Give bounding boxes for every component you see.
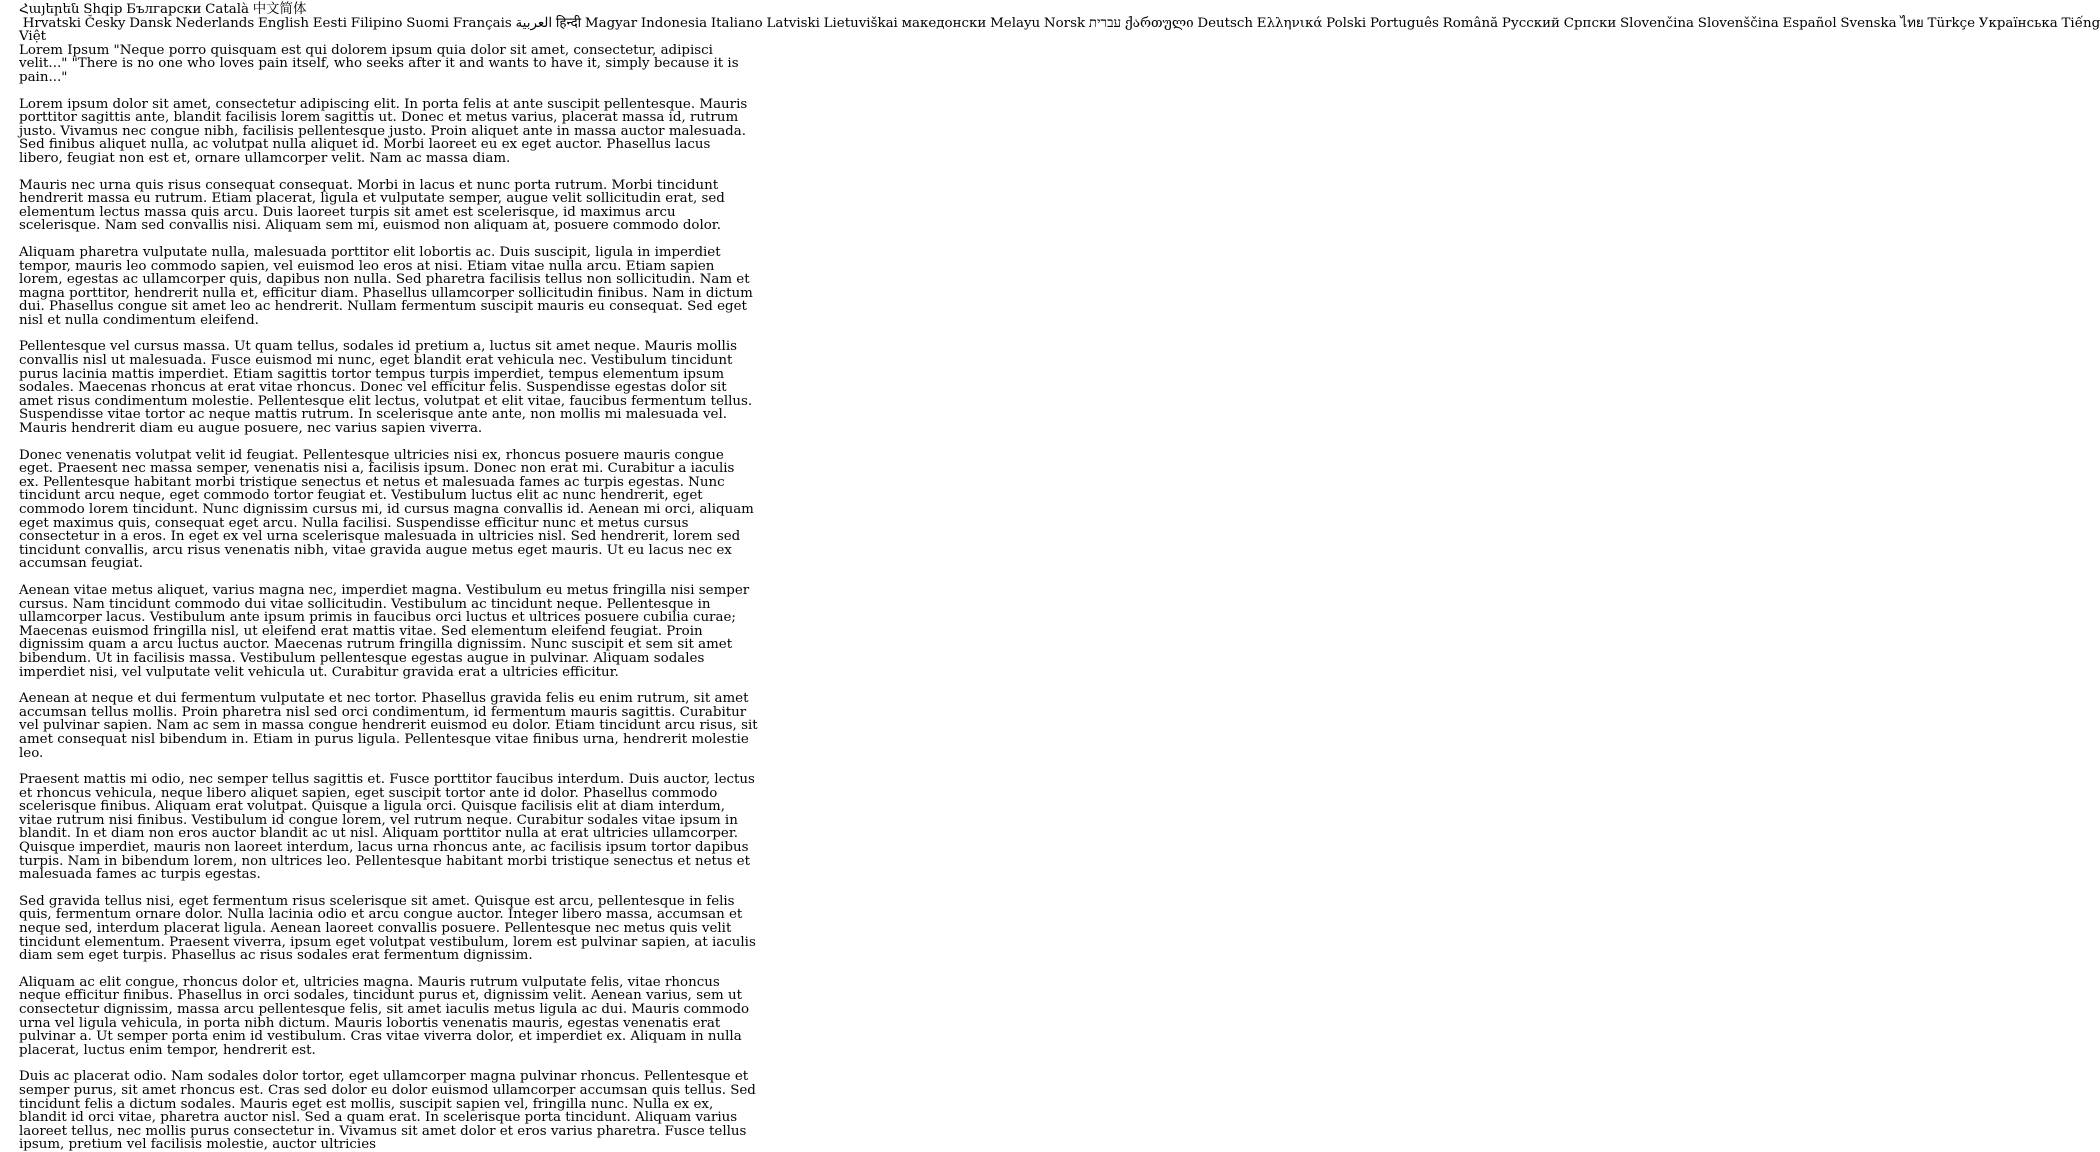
language-link[interactable]: Català	[205, 2, 250, 17]
language-link[interactable]: Italiano	[710, 15, 763, 31]
language-link[interactable]: ქართული	[1124, 15, 1194, 31]
language-link[interactable]: Eesti	[312, 15, 348, 31]
language-link[interactable]: Русский	[1501, 15, 1560, 31]
body-paragraph: Mauris nec urna quis risus consequat consequat. Morbi in lacus et nunc porta rutrum. Morbi tincidunt hendrerit massa eu rutrum. Etiam placerat, ligula et vulputate semper, augue velit sollicitudin erat, sed elementum lectus massa quis arcu. Duis laoreet turpis sit amet est scelerisque, id maximus arcu scelerisque. Nam sed convallis nisi. Aliquam sem mi, euismod non aliquam at, posuere commodo dolor.	[19, 177, 725, 234]
language-link[interactable]: Deutsch	[1197, 15, 1254, 31]
language-link[interactable]: Česky	[84, 15, 126, 31]
language-link[interactable]: English	[257, 15, 310, 31]
language-link[interactable]: ไทย	[1900, 15, 1924, 31]
language-link[interactable]: Tiếng Việt	[19, 15, 2100, 45]
lorem-ipsum-body	[19, 98, 758, 1152]
language-link[interactable]: Melayu	[990, 15, 1041, 31]
language-link[interactable]: Shqip	[83, 2, 123, 17]
language-link[interactable]: Slovenščina	[1697, 15, 1779, 31]
body-paragraph: Praesent mattis mi odio, nec semper tellus sagittis et. Fusce porttitor faucibus interdum. Duis auctor, lectus et rhoncus vehicula, neque libero aliquet sapien, eget suscipit tortor ante id dolor. Phasellus commodo scelerisque finibus. Aliquam erat volutpat. Quisque a ligula orci. Quisque facilisis elit at diam interdum, vitae rutrum nisi finibus. Vestibulum id congue lorem, vel rutrum neque. Curabitur sodales vitae ipsum in blandit. In et diam non eros auctor blandit ac ut nisl. Aliquam porttitor nulla at erat ultricies ullamcorper. Quisque imperdiet, mauris non laoreet interdum, lacus urna rhoncus ante, ac facilisis ipsum tortor dapibus turpis. Nam in bibendum lorem, non ultrices leo. Pellentesque habitant morbi tristique senectus et netus et malesuada fames ac turpis egestas.	[19, 772, 755, 883]
language-link[interactable]: Français	[452, 15, 512, 31]
language-link[interactable]: македонски	[901, 15, 987, 31]
language-link[interactable]: Magyar	[584, 15, 638, 31]
intro-text: Lorem Ipsum "Neque porro quisquam est qui dolorem ipsum quia dolor sit amet, consectetur, adipisci velit..." "There is no one who loves pain itself, who seeks after it and wants to have it, simply because it is pain..."	[19, 42, 739, 85]
language-link[interactable]: Norsk	[1043, 15, 1086, 31]
language-link[interactable]: Indonesia	[640, 15, 708, 31]
language-link[interactable]: Filipino	[350, 15, 403, 31]
body-paragraph: Aenean vitae metus aliquet, varius magna nec, imperdiet magna. Vestibulum eu metus fringilla nisi semper cursus. Nam tincidunt commodo dui vitae sollicitudin. Vestibulum ac tincidunt neque. Pellentesque in ullamcorper lacus. Vestibulum ante ipsum primis in faucibus orci luctus et ultrices posuere cubilia curae; Maecenas euismod fringilla nisl, ut eleifend erat mattis vitae. Sed elementum eleifend feugiat. Proin dignissim quam a arcu luctus auctor. Maecenas rutrum fringilla dignissim. Nunc suscipit et sem sit amet bibendum. Ut in facilisis massa. Vestibulum pellentesque egestas augue in pulvinar. Aliquam sodales imperdiet nisi, vel vulputate velit vehicula ut. Curabitur gravida erat a ultricies efficitur.	[19, 582, 750, 680]
body-paragraph: Donec venenatis volutpat velit id feugiat. Pellentesque ultricies nisi ex, rhoncus posuere mauris congue eget. Praesent nec massa semper, venenatis nisi a, facilisis ipsum. Donec non erat mi. Curabitur a iaculis ex. Pellentesque habitant morbi tristique senectus et netus et malesuada fames ac turpis egestas. Nunc tincidunt arcu neque, eget commodo tortor feugiat et. Vestibulum luctus elit ac nunc hendrerit, eget commodo lorem tincidunt. Nunc dignissim cursus mi, id cursus magna convallis id. Aenean mi orci, aliquam eget maximus quis, consequat eget arcu. Nulla facilisi. Suspendisse efficitur nunc et metus cursus consectetur in a eros. In eget ex vel urna scelerisque malesuada in ultricies nisl. Sed hendrerit, lorem sed tincidunt convallis, arcu risus venenatis nibh, vitae gravida augue metus eget mauris. Ut eu lacus nec ex accumsan feugiat.	[19, 447, 754, 572]
language-link[interactable]: Hrvatski	[22, 15, 82, 31]
language-link[interactable]: Suomi	[406, 15, 450, 31]
body-paragraph: Aenean at neque et dui fermentum vulputate et nec tortor. Phasellus gravida felis eu enim rutrum, sit amet accumsan tellus mollis. Proin pharetra nisl sed orci condimentum, id fermentum mauris sagittis. Curabitur vel pulvinar sapien. Nam ac sem in massa congue hendrerit euismod eu dolor. Etiam tincidunt arcu risus, sit amet consequat nisl bibendum in. Etiam in purus ligula. Pellentesque vitae finibus urna, hendrerit molestie leo.	[19, 691, 758, 761]
language-link[interactable]: हिन्दी	[555, 15, 582, 31]
body-paragraph: Sed gravida tellus nisi, eget fermentum risus scelerisque sit amet. Quisque est arcu, pellentesque in felis quis, fermentum ornare dolor. Nulla lacinia odio et arcu congue auctor. Integer libero massa, accumsan et neque sed, interdum placerat ligula. Aenean laoreet convallis posuere. Pellentesque nec metus quis velit tincidunt elementum. Praesent viverra, ipsum eget volutpat vestibulum, lorem est pulvinar sapien, at iaculis diam sem eget turpis. Phasellus ac risus sodales erat fermentum dignissim.	[19, 893, 756, 964]
language-link[interactable]: Dansk	[129, 15, 172, 31]
language-link[interactable]: Svenska	[1840, 15, 1897, 31]
language-link[interactable]: Српски	[1563, 15, 1617, 31]
language-link[interactable]: Português	[1369, 15, 1439, 31]
body-paragraph: Duis ac placerat odio. Nam sodales dolor tortor, eget ullamcorper magna pulvinar rhoncus. Pellentesque et semper purus, sit amet rhoncus est. Cras sed dolor eu dolor euismod ullamcorper accumsan quis tellus. Sed tincidunt felis a dictum sodales. Mauris eget est mollis, suscipit sapien vel, fringilla nunc. Nulla ex ex, blandit id orci vitae, pharetra auctor nisl. Sed a quam erat. In scelerisque porta tincidunt. Aliquam varius laoreet tellus, nec mollis purus consectetur in. Vivamus sit amet dolor et eros varius pharetra. Fusce tellus ipsum, pretium vel facilisis molestie, auctor ultricies	[19, 1069, 756, 1152]
body-paragraph: Pellentesque vel cursus massa. Ut quam tellus, sodales id pretium a, luctus sit amet neque. Mauris mollis convallis nisl ut malesuada. Fusce euismod mi nunc, eget blandit erat vehicula nec. Vestibulum tincidunt purus lacinia mattis imperdiet. Etiam sagittis tortor tempus turpis imperdiet, tempus elementum ipsum sodales. Maecenas rhoncus at erat vitae rhoncus. Donec vel efficitur felis. Suspendisse egestas dolor sit amet risus condimentum molestie. Pellentesque elit lectus, volutpat et elit vitae, faucibus fermentum tellus. Suspendisse vitae tortor ac neque mattis rutrum. In scelerisque ante ante, non mollis mi malesuada vel. Mauris hendrerit diam eu augue posuere, nec varius sapien viverra.	[19, 339, 753, 437]
language-links	[19, 2, 2100, 45]
language-link[interactable]: Español	[1782, 15, 1837, 31]
language-link[interactable]: العربية	[515, 15, 553, 31]
body-paragraph: Aliquam ac elit congue, rhoncus dolor et, ultricies magna. Mauris rutrum vulputate felis, vitae rhoncus neque efficitur finibus. Phasellus in orci sodales, tincidunt purus et, dignissim velit. Aenean varius, sem ut consectetur dignissim, massa arcu pellentesque felis, sit amet iaculis metus ligula ac dui. Mauris commodo urna vel ligula vehicula, in porta nibh dictum. Mauris lobortis venenatis mauris, egestas venenatis erat pulvinar a. Ut semper porta enim id vestibulum. Cras vitae viverra dolor, et imperdiet ex. Aliquam in nulla placerat, luctus enim tempor, hendrerit est.	[19, 974, 750, 1058]
language-link[interactable]: Română	[1442, 15, 1499, 31]
language-link[interactable]: עברית	[1088, 15, 1122, 31]
body-paragraph: Aliquam pharetra vulputate nulla, malesuada porttitor elit lobortis ac. Duis suscipit, ligula in imperdiet tempor, mauris leo commodo sapien, vel euismod leo eros at nisi. Etiam vitae nulla arcu. Etiam sapien lorem, egestas ac ullamcorper quis, dapibus non nulla. Sed pharetra facilisis tellus non sollicitudin. Nam et magna porttitor, hendrerit nulla et, efficitur diam. Phasellus ullamcorper sollicitudin finibus. Nam in dictum dui. Phasellus congue sit amet leo ac hendrerit. Nullam fermentum suscipit mauris eu consequat. Sed eget nisl et nulla condimentum eleifend.	[19, 244, 753, 328]
language-link[interactable]: Nederlands	[175, 15, 255, 31]
language-link[interactable]: Latviski	[766, 15, 820, 31]
language-link[interactable]: Български	[126, 2, 202, 17]
language-link[interactable]: Հայերեն	[19, 2, 80, 17]
body-paragraph: Lorem ipsum dolor sit amet, consectetur adipiscing elit. In porta felis at ante suscipit pellentesque. Mauris porttitor sagittis ante, blandit facilisis lorem sagittis ut. Donec et metus varius, placerat massa id, rutrum justo. Vivamus nec congue nibh, facilisis pellentesque justo. Proin aliquet ante in massa auctor malesuada. Sed finibus aliquet nulla, ac volutpat nulla aliquet id. Morbi laoreet eu ex eget auctor. Phasellus lacus libero, feugiat non est et, ornare ullamcorper velit. Nam ac massa diam.	[19, 96, 748, 166]
language-link[interactable]: Lietuviškai	[823, 15, 898, 31]
language-link[interactable]: Türkçe	[1927, 15, 1976, 31]
language-link[interactable]: Polski	[1326, 15, 1367, 31]
language-link[interactable]: Ελληνικά	[1256, 15, 1323, 31]
language-link[interactable]: Українська	[1978, 15, 2058, 31]
language-link[interactable]: Slovenčina	[1620, 15, 1695, 31]
language-link[interactable]: 中文简体	[252, 2, 307, 17]
